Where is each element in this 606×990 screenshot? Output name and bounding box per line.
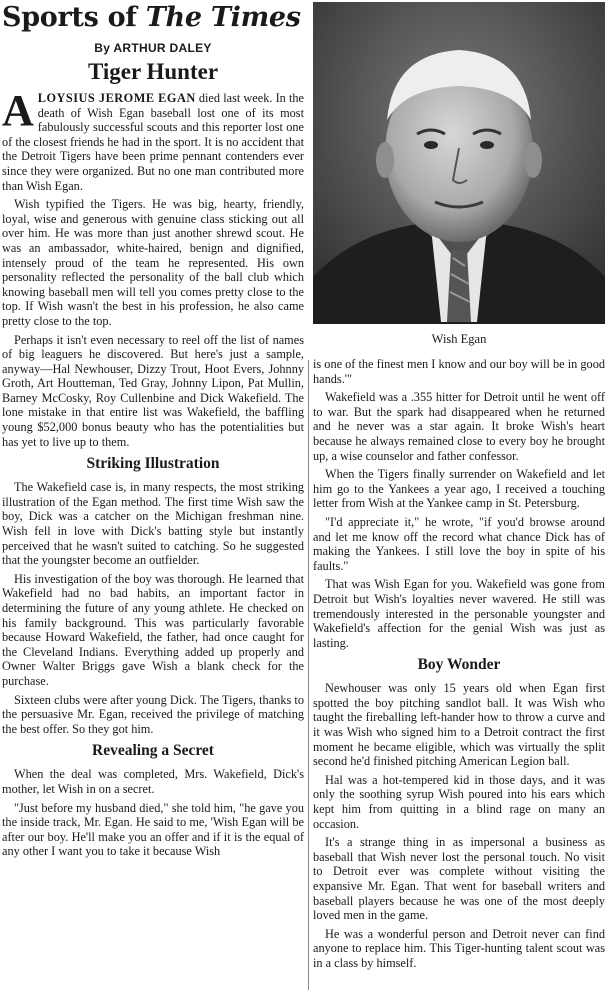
paragraph: Wakefield was a .355 hitter for Detroit until he went off to war. But the spark had disappeared when he returned and he never was a star again. It broke Wish's heart because he always remained close to every boy he brought up, a wise counselor and father confessor. [313, 390, 605, 463]
paragraph: That was Wish Egan for you. Wakefield was gone from Detroit but Wish's loyalties never wavered. He still was tremendously interested in the personable youngster and Wakefield's affection for the genial Wish was just as lasting. [313, 577, 605, 650]
subhead-striking-illustration: Striking Illustration [86, 455, 220, 473]
left-column [2, 0, 304, 990]
byline: By ARTHUR DALEY [94, 41, 212, 55]
drop-cap: A [2, 86, 34, 135]
article-headline: Tiger Hunter [87, 59, 219, 84]
paragraph: Sixteen clubs were after young Dick. The Tigers, thanks to the persuasive Mr. Egan, received the privilege of matching the best offer. So they got him. [2, 692, 304, 736]
paragraph: When the Tigers finally surrender on Wakefield and let him go to the Yankees a year ago, I received a touching letter from Wish at the Yankee camp in St. Petersburg. [313, 467, 605, 511]
paragraph: It's a strange thing in as impersonal a business as baseball that Wish never lost the personal touch. No visit to Detroit ever was complete without visiting the expansive Mr. Egan. That went for baseball writers and baseball players because he was one of the most deeply loved men in the game. [313, 835, 605, 923]
right-column [313, 0, 605, 990]
paragraph-continued: is one of the finest men I know and our boy will be in good hands.'" [313, 357, 605, 386]
subhead-boy-wonder: Boy Wonder [417, 656, 501, 674]
column-masthead [2, 1, 304, 35]
paragraph: "Just before my husband died," she told him, "he gave you the inside track, Mr. Egan. He said to me, 'Wish Egan will be after our boy. He'll make you an offer and if it is the equal of any other I want you to take it because Wish [2, 800, 304, 859]
subhead-revealing-a-secret: Revealing a Secret [92, 742, 214, 760]
paragraph: Newhouser was only 15 years old when Egan first spotted the boy pitching sandlot ball. It was Wish who taught the fireballing left-hander how to throw a curve and it was Wish who signed him to a Detroit contract the first moment he became eligible, which was virtually the split second he'd finished pitching American Legion ball. [313, 681, 605, 769]
lead-text: died last week. In the death of Wish Egan baseball lost one of its most fabulously successful scouts and this reporter lost one of the closest friends he had in the sport. It is no accident that the Detroit Tigers have been prime pennant contenders ever since they were organized. But no one man contributed more than Wish Egan. [2, 91, 304, 193]
paragraph: When the deal was completed, Mrs. Wakefield, Dick's mother, let Wish in on a secret. [2, 767, 304, 796]
paragraph: The Wakefield case is, in many respects, the most striking illustration of the Egan method. The first time Wish saw the boy, Dick was a catcher on the Michigan freshman nine. Wish fell in love with Dick's batting style but instantly perceived that he wasn't suited to catching. So he suggested that the youngster become an outfielder. [2, 480, 304, 568]
lead-caps: LOYSIUS JEROME EGAN [37, 91, 196, 105]
paragraph: Perhaps it isn't even necessary to reel off the list of names of big leaguers he discovered. But here's just a sample, anyway—Hal Newhouser, Dizzy Trout, Hoot Evers, Johnny Groth, Art Houtteman, Ted Gray, Johnny Lipon, Pat Mullin, Barney McCosky, Roy Cullenbine and Dick Wakefield. The lone mistake in that entire list was Wakefield, the baffling young $52,000 bonus beauty who has the potentialities but has yet to live up to them. [2, 332, 304, 449]
portrait-image [313, 2, 605, 324]
masthead-gothic-text: The Times [145, 2, 301, 33]
paragraph: Hal was a hot-tempered kid in those days, and it was only the soothing syrup Wish poured into his ears which kept him from quitting in a blind rage on many an occasion. [313, 772, 605, 831]
paragraph: His investigation of the boy was thorough. He learned that Wakefield had no bad habits, an important factor in determining the future of any young athlete. He checked on his family background. This was particularly favorable because Howard Wakefield, the father, had once caught for the Cleveland Indians. Everything added up properly and Owner Walter Briggs gave Wish a blank check for the purchase. [2, 571, 304, 688]
lead-paragraph [2, 86, 304, 193]
paragraph: He was a wonderful person and Detroit never can find anyone to replace him. This Tiger-hunting talent scout was in a class by himself. [313, 926, 605, 970]
paragraph: Wish typified the Tigers. He was big, hearty, friendly, loyal, wise and generous with genuine class sticking out all over him. He was more than just another shrewd scout. He was an ambassador, white-haired, benign and dignified, intensely proud of the team he represented. His own personality reflected the personality of the ball club which knowing baseball men will tell you comes pretty close to the top. If Wish wasn't the best in his profession, he also came pretty close to the top. [2, 197, 304, 328]
portrait-photo [313, 2, 605, 324]
paragraph: "I'd appreciate it," he wrote, "if you'd browse around and let me know off the record what chance Dick has of making the Yankees. I still love the boy in spite of his faults." [313, 514, 605, 573]
column-divider [308, 360, 309, 990]
photo-caption: Wish Egan [431, 332, 487, 346]
masthead-text: Sports of [2, 2, 146, 33]
